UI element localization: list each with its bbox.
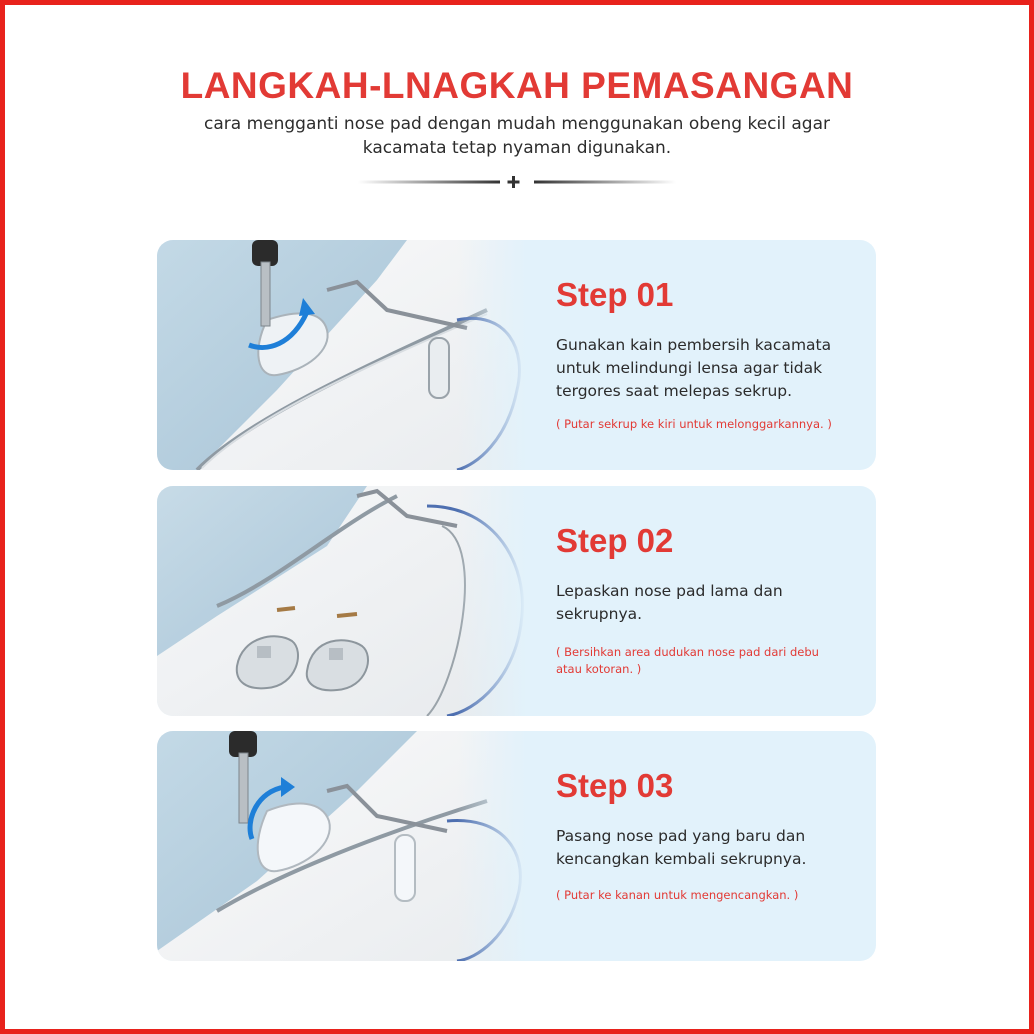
step-3-description: Pasang nose pad yang baru dan kencangkan kembali sekrupnya.: [556, 827, 807, 868]
header: [0, 62, 1034, 160]
step-2-photo: [157, 486, 527, 716]
divider-plus-icon: [358, 172, 676, 192]
step-2-title: Step 02: [556, 522, 674, 559]
step-1-title: Step 01: [556, 276, 674, 313]
step-2-note: ( Bersihkan area dudukan nose pad dari debu atau kotoran. ): [556, 645, 819, 676]
step-2-description: Lepaskan nose pad lama dan sekrupnya.: [556, 582, 783, 623]
page-title: LANGKAH-LNAGKAH PEMASANGAN: [180, 65, 854, 106]
page-subtitle: cara mengganti nose pad dengan mudah menggunakan obeng kecil agar kacamata tetap nyaman digunakan.: [204, 114, 830, 158]
step-3-photo: [157, 731, 527, 961]
step-3-title: Step 03: [556, 767, 674, 804]
step-3-note: ( Putar ke kanan untuk mengencangkan. ): [556, 888, 799, 902]
step-1-note: ( Putar sekrup ke kiri untuk melonggarkannya. ): [556, 417, 832, 431]
step-card-2: [157, 486, 876, 716]
step-1-photo: [157, 240, 527, 470]
step-card-3: [157, 731, 876, 961]
step-1-description: Gunakan kain pembersih kacamata untuk melindungi lensa agar tidak tergores saat melepas sekrup.: [556, 336, 832, 400]
step-card-1: [157, 240, 876, 470]
